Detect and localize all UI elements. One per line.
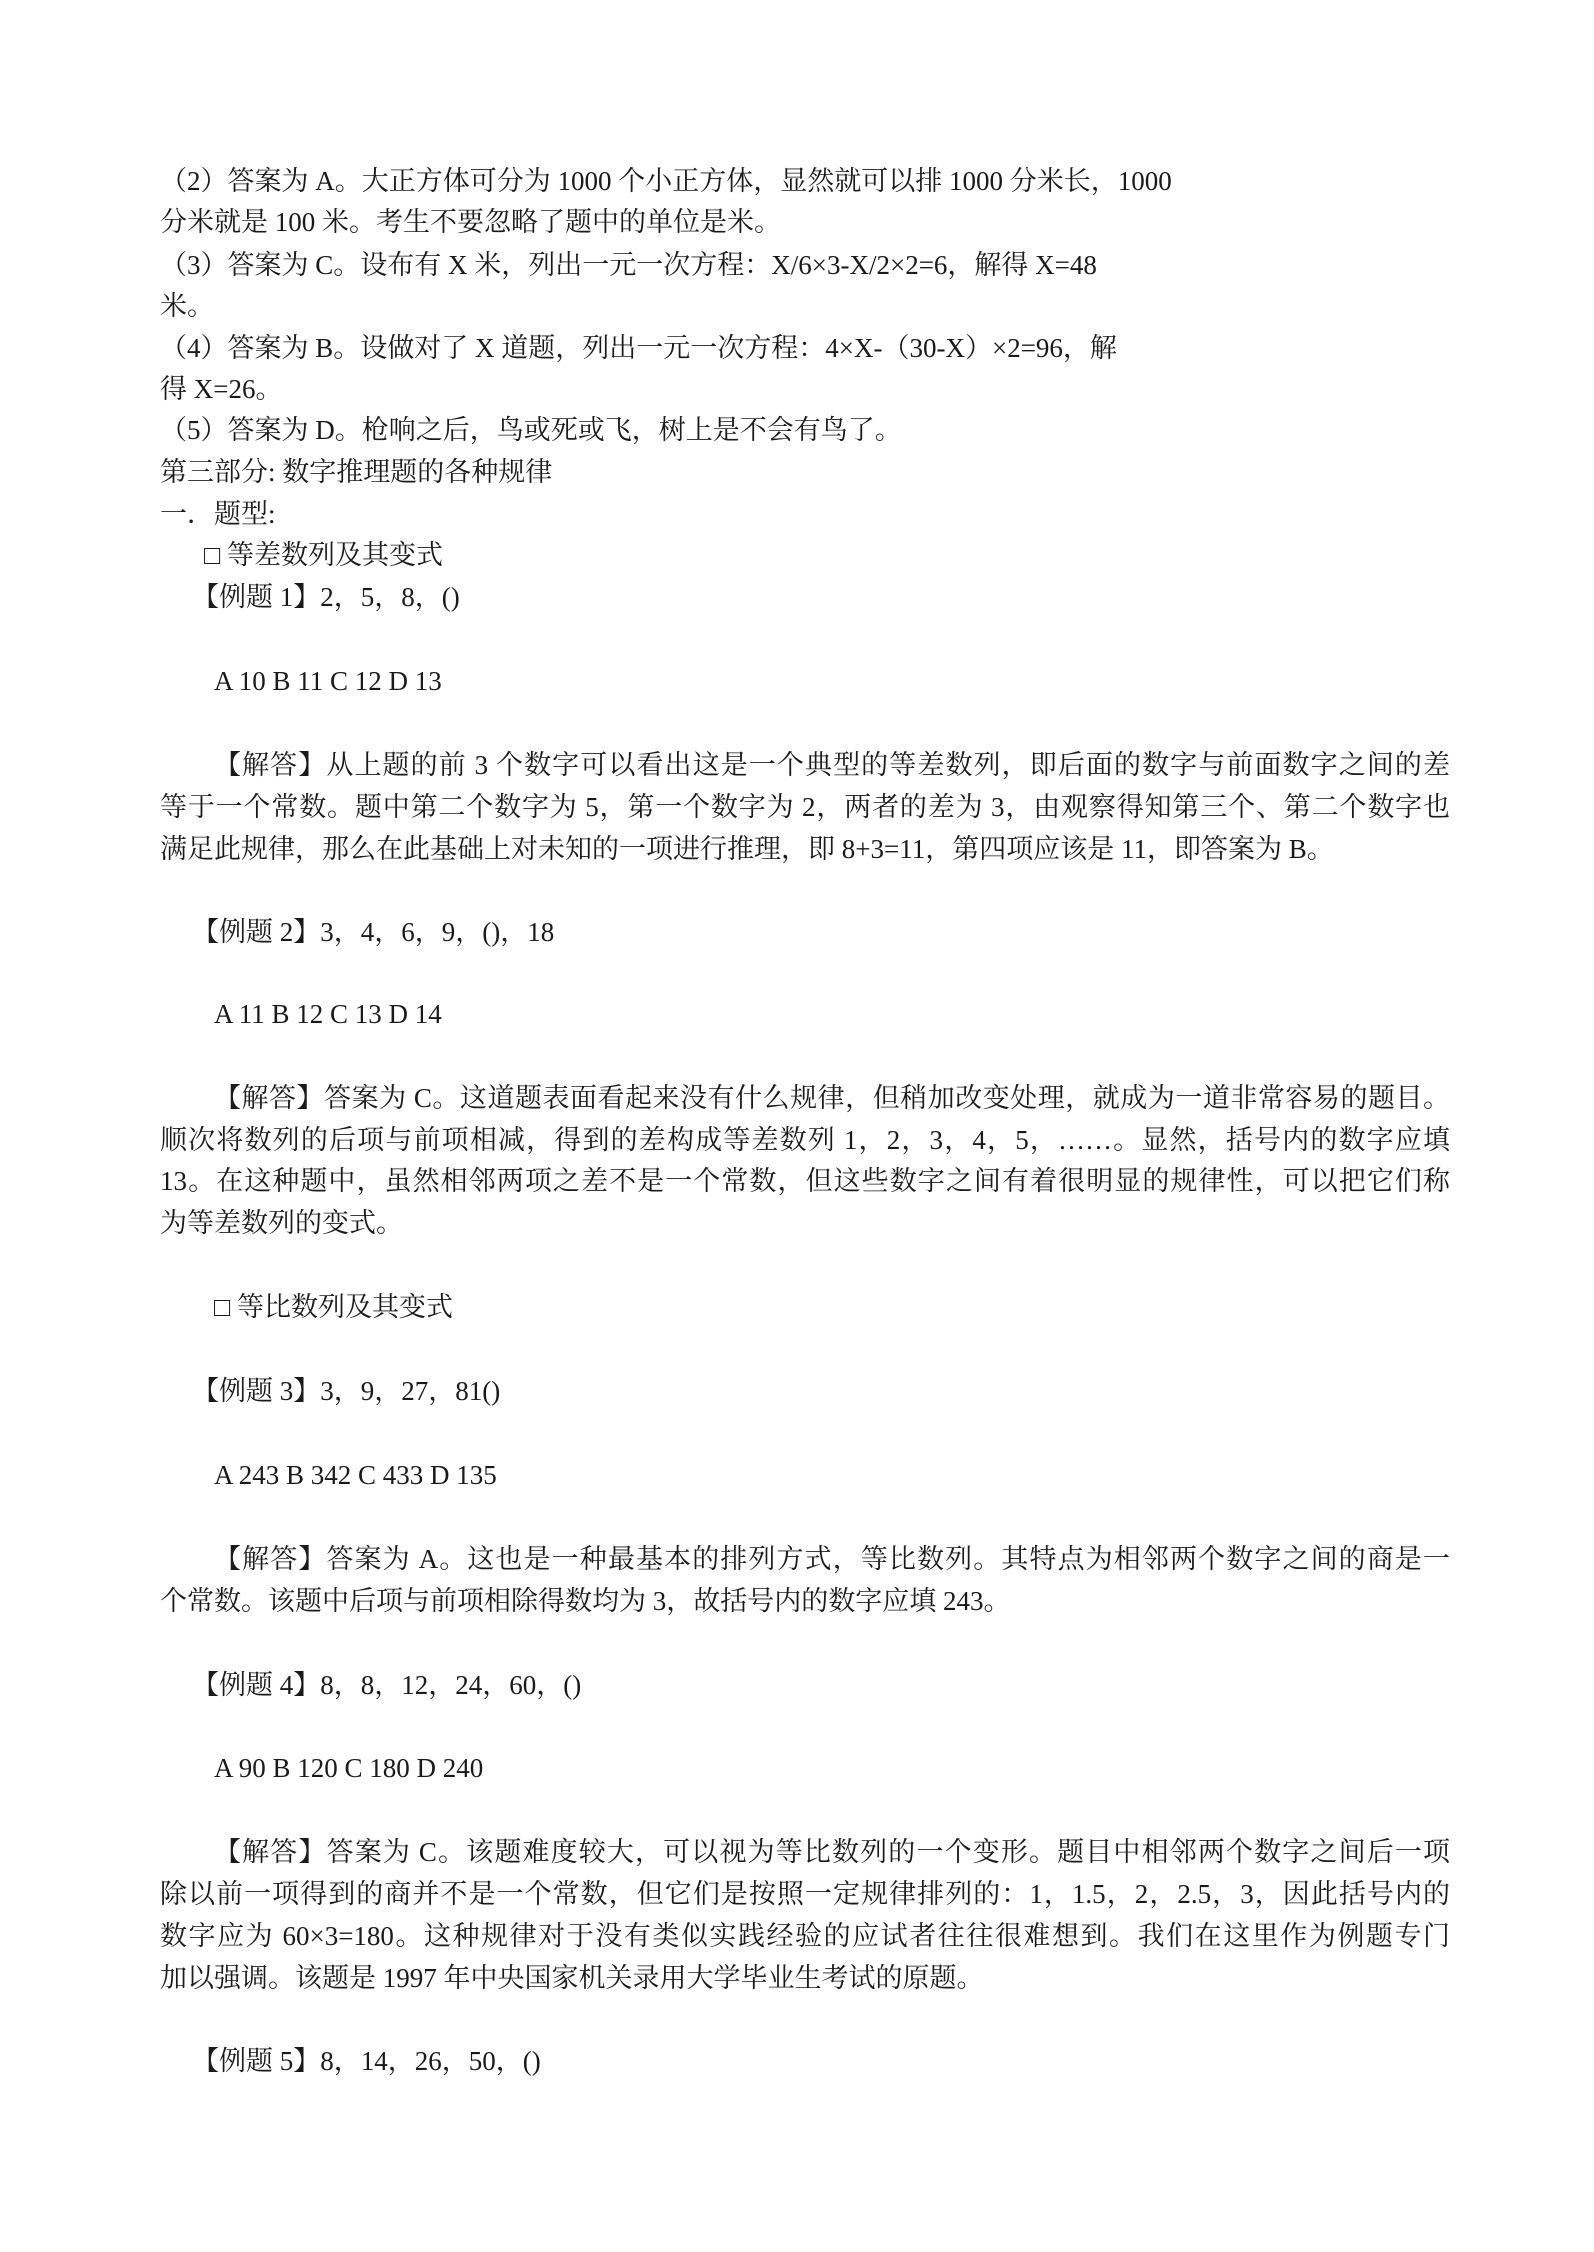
answer-4-line-2: 得 X=26。 (160, 374, 283, 404)
category-arithmetic: □ 等差数列及其变式 (204, 540, 444, 570)
answer-3-line-2: 米。 (160, 291, 214, 321)
example-4-options: A 90 B 120 C 180 D 240 (214, 1753, 484, 1783)
example-4-solution-line: 除以前一项得到的商并不是一个常数，但它们是按照一定规律排列的：1，1.5，2，2.5，3，因此括号内的 (160, 1879, 1450, 1909)
example-4-question: 【例题 4】8，8，12，24，60，() (192, 1670, 582, 1700)
example-3-solution-line: 【解答】答案为 A。这也是一种最基本的排列方式，等比数列。其特点为相邻两个数字之间的商是一 (214, 1544, 1450, 1574)
subsection-title: 一．题型: (160, 499, 276, 529)
answer-2-line-2: 分米就是 100 米。考生不要忽略了题中的单位是米。 (160, 207, 781, 237)
example-2-solution-line: 顺次将数列的后项与前项相减，得到的差构成等差数列 1，2，3，4，5，……。显然，括号内的数字应填 (160, 1125, 1450, 1155)
example-2-solution-line: 为等差数列的变式。 (160, 1208, 403, 1238)
section-title: 第三部分: 数字推理题的各种规律 (160, 457, 553, 487)
example-3-solution-line: 个常数。该题中后项与前项相除得数均为 3，故括号内的数字应填 243。 (160, 1586, 1011, 1616)
answer-2-line-1: （2）答案为 A。大正方体可分为 1000 个小正方体，显然就可以排 1000 分米长，1000 (160, 166, 1172, 196)
example-4-solution-line: 【解答】答案为 C。该题难度较大，可以视为等比数列的一个变形。题目中相邻两个数字之间后一项 (214, 1837, 1450, 1867)
example-2-solution-line: 13。在这种题中，虽然相邻两项之差不是一个常数，但这些数字之间有着很明显的规律性，可以把它们称 (160, 1166, 1450, 1196)
example-5-question: 【例题 5】8，14，26，50，() (192, 2046, 541, 2076)
example-4-solution-line: 加以强调。该题是 1997 年中央国家机关录用大学毕业生考试的原题。 (160, 1963, 984, 1993)
example-3-options: A 243 B 342 C 433 D 135 (214, 1460, 497, 1490)
answer-4-line-1: （4）答案为 B。设做对了 X 道题，列出一元一次方程：4×X-（30-X）×2=96，解 (160, 333, 1117, 363)
example-1-solution-line: 等于一个常数。题中第二个数字为 5，第一个数字为 2，两者的差为 3，由观察得知第三个、第二个数字也 (160, 792, 1450, 822)
example-4-solution-line: 数字应为 60×3=180。这种规律对于没有类似实践经验的应试者往往很难想到。我们在这里作为例题专门 (160, 1921, 1450, 1951)
example-2-options: A 11 B 12 C 13 D 14 (214, 999, 442, 1029)
example-1-solution-line: 满足此规律，那么在此基础上对未知的一项进行推理，即 8+3=11，第四项应该是 11，即答案为 B。 (160, 834, 1334, 864)
category-geometric: □ 等比数列及其变式 (214, 1292, 454, 1322)
example-2-solution-line: 【解答】答案为 C。这道题表面看起来没有什么规律，但稍加改变处理，就成为一道非常容易的题目。 (214, 1083, 1450, 1113)
example-1-question: 【例题 1】2，5，8，() (192, 582, 460, 612)
example-1-solution-line: 【解答】从上题的前 3 个数字可以看出这是一个典型的等差数列，即后面的数字与前面数字之间的差 (214, 750, 1450, 780)
example-3-question: 【例题 3】3，9，27，81() (192, 1376, 501, 1406)
answer-5: （5）答案为 D。枪响之后，鸟或死或飞，树上是不会有鸟了。 (160, 415, 902, 445)
example-1-options: A 10 B 11 C 12 D 13 (214, 666, 442, 696)
answer-3-line-1: （3）答案为 C。设布有 X 米，列出一元一次方程：X/6×3-X/2×2=6，解得 X=48 (160, 250, 1097, 280)
example-2-question: 【例题 2】3，4，6，9，()，18 (192, 917, 555, 947)
